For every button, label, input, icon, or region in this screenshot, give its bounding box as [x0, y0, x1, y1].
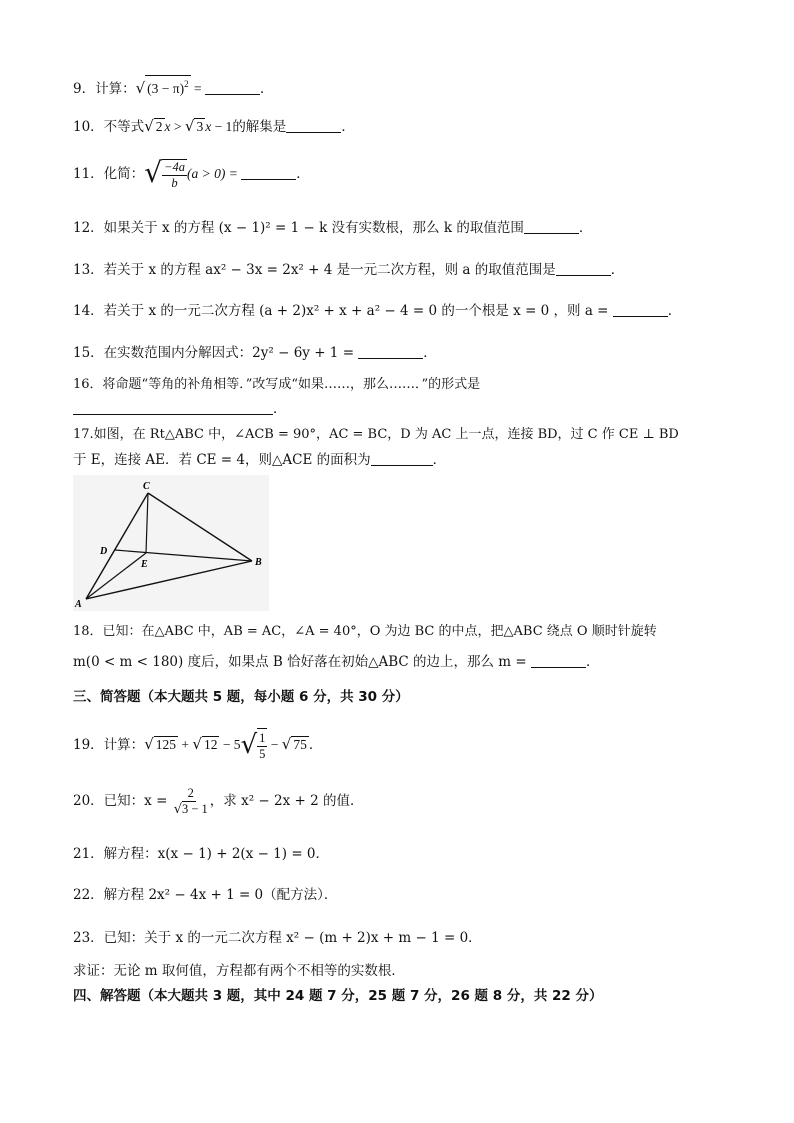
sqrt-symbol: √ — [144, 156, 163, 189]
q11-numerator: −4a — [164, 159, 185, 174]
q18-text-line2: m(0 < m < 180) 度后，如果点 B 恰好落在初始△ABC 的边上，那么 m = — [73, 654, 531, 670]
figure-background — [73, 475, 269, 611]
q20-suffix: ，求 x² − 2x + 2 的值． — [209, 793, 364, 809]
q20-numerator: 2 — [187, 786, 194, 800]
label-a: A — [75, 599, 82, 610]
question-11 — [73, 156, 310, 191]
q15-text: 15．在实数范围内分解因式：2y² − 6y + 1 = — [73, 345, 359, 361]
answer-blank[interactable] — [286, 118, 341, 133]
question-17-line2 — [73, 449, 446, 471]
q19-frac-num: 1 — [259, 731, 266, 745]
q11-condition: (a > 0) = — [186, 166, 242, 181]
q11-prefix: 11．化简： — [73, 166, 145, 182]
question-16-answer-line — [73, 398, 287, 420]
q19-radicand-1: 125 — [155, 737, 176, 752]
question-14 — [73, 300, 681, 322]
q9-prefix: 9．计算： — [73, 81, 136, 97]
q14-end: ． — [667, 303, 682, 319]
question-15 — [73, 342, 437, 364]
answer-blank[interactable] — [371, 451, 433, 466]
q20-fraction — [172, 786, 210, 817]
sqrt-symbol: √ — [144, 735, 154, 753]
q10-gt: > — [170, 119, 185, 134]
q13-end: ． — [610, 262, 625, 278]
question-20 — [73, 783, 364, 819]
question-17 — [73, 424, 679, 446]
q10-radicand-a: 2 — [155, 119, 163, 134]
question-23-line2: 求证：无论 m 取何值，方程都有两个不相等的实数根． — [73, 963, 405, 979]
question-12 — [73, 217, 592, 239]
q13-text: 13．若关于 x 的方程 ax² − 3x = 2x² + 4 是一元二次方程，则 a 的取值范围是 — [73, 262, 556, 278]
question-16 — [73, 374, 480, 396]
q16-text: 16．将命题“等角的补角相等．”改写成“如果……，那么……．”的形式是 — [73, 377, 481, 392]
sqrt-symbol: √ — [173, 802, 182, 817]
q10-var: x — [164, 119, 171, 134]
sqrt-symbol: √ — [192, 735, 202, 753]
q16-end: ． — [273, 401, 287, 417]
q10-var: x — [205, 119, 212, 134]
label-e: E — [141, 559, 148, 570]
section-3-heading: 三、简答题（本大题共 5 题，每小题 6 分，共 30 分） — [73, 689, 409, 705]
answer-blank[interactable] — [556, 261, 611, 276]
q19-radicand-2: 12 — [203, 737, 218, 752]
question-18 — [73, 621, 657, 643]
section-4-heading: 四、解答题（本大题共 3 题，其中 24 题 7 分，25 题 7 分，26 题 8 分，共 22 分） — [73, 988, 603, 1004]
label-c: C — [143, 481, 150, 492]
question-10 — [73, 115, 355, 138]
q17-end: ． — [432, 452, 447, 468]
q12-end: ． — [578, 220, 593, 236]
sqrt-symbol: √ — [240, 730, 258, 760]
sqrt-symbol: √ — [184, 117, 195, 135]
q10-end: ． — [341, 119, 355, 135]
q9-equals: = — [190, 81, 205, 96]
q10-radicand-b: 3 — [196, 119, 204, 134]
answer-blank[interactable] — [531, 653, 586, 668]
q10-suffix: 的解集是 — [232, 119, 287, 135]
q18-end: ． — [585, 654, 600, 670]
q20-den-rest: − 1 — [188, 802, 208, 816]
q11-radicand — [162, 159, 187, 191]
sqrt-symbol: √ — [144, 117, 154, 135]
q11-denominator: b — [171, 175, 178, 190]
q19-plus: + — [178, 737, 193, 752]
q19-end: ． — [308, 737, 323, 753]
q9-exponent: 2 — [184, 79, 189, 89]
q19-prefix: 19．计算： — [73, 737, 145, 753]
q17-text-line2: 于 E，连接 AE．若 CE = 4，则△ACE 的面积为 — [73, 452, 371, 468]
triangle-diagram — [73, 475, 269, 611]
answer-blank[interactable] — [241, 165, 296, 180]
q20-prefix: 20．已知：x = — [73, 793, 172, 809]
q11-end: ． — [296, 166, 310, 182]
answer-blank[interactable] — [524, 219, 579, 234]
question-23: 23．已知：关于 x 的一元二次方程 x² − (m + 2)x + m − 1 = 0． — [73, 930, 482, 946]
question-13 — [73, 259, 624, 281]
answer-blank[interactable] — [613, 302, 668, 317]
sqrt-symbol: √ — [281, 735, 292, 753]
q19-fraction-radicand — [257, 728, 267, 763]
q15-end: ． — [423, 345, 437, 361]
answer-blank[interactable] — [73, 400, 273, 415]
q19-minus: − — [267, 737, 282, 752]
label-d: D — [100, 546, 108, 557]
question-18-line2 — [73, 651, 599, 673]
q9-end: ． — [259, 81, 274, 97]
triangle-figure — [73, 475, 269, 611]
q10-minus: − 1 — [211, 119, 233, 134]
sqrt-symbol: √ — [135, 79, 146, 97]
question-19 — [73, 727, 322, 763]
q9-radicand — [145, 75, 190, 97]
question-22: 22．解方程 2x² − 4x + 1 = 0（配方法）． — [73, 887, 338, 903]
q18-text-line1: 18．已知：在△ABC 中，AB = AC，∠A = 40°，O 为边 BC 的中点，把△ABC 绕点 O 顺时针旋转 — [73, 624, 657, 639]
q12-text: 12．如果关于 x 的方程 (x − 1)² = 1 − k 没有实数根，那么 k 的取值范围 — [73, 220, 524, 236]
q17-text-line1: 17.如图，在 Rt△ABC 中，∠ACB = 90°，AC = BC，D 为 AC 上一点，连接 BD，过 C 作 CE ⊥ BD — [73, 427, 679, 442]
q20-denominator — [172, 802, 210, 817]
q14-text: 14．若关于 x 的一元二次方程 (a + 2)x² + x + a² − 4 = 0 的一个根是 x = 0 ，则 a = — [73, 303, 613, 319]
q19-minus-5: − 5 — [219, 737, 241, 752]
answer-blank[interactable] — [358, 344, 423, 359]
answer-blank[interactable] — [205, 80, 260, 95]
q19-frac-den: 5 — [259, 747, 266, 761]
q9-expr: (3 − π) — [147, 81, 185, 96]
q20-den-radicand: 3 — [181, 802, 189, 816]
question-9 — [73, 75, 273, 100]
q19-radicand-3: 75 — [293, 737, 307, 752]
q10-prefix: 10．不等式 — [73, 119, 145, 135]
question-21: 21．解方程：x(x − 1) + 2(x − 1) = 0． — [73, 846, 330, 862]
label-b: B — [255, 557, 262, 568]
